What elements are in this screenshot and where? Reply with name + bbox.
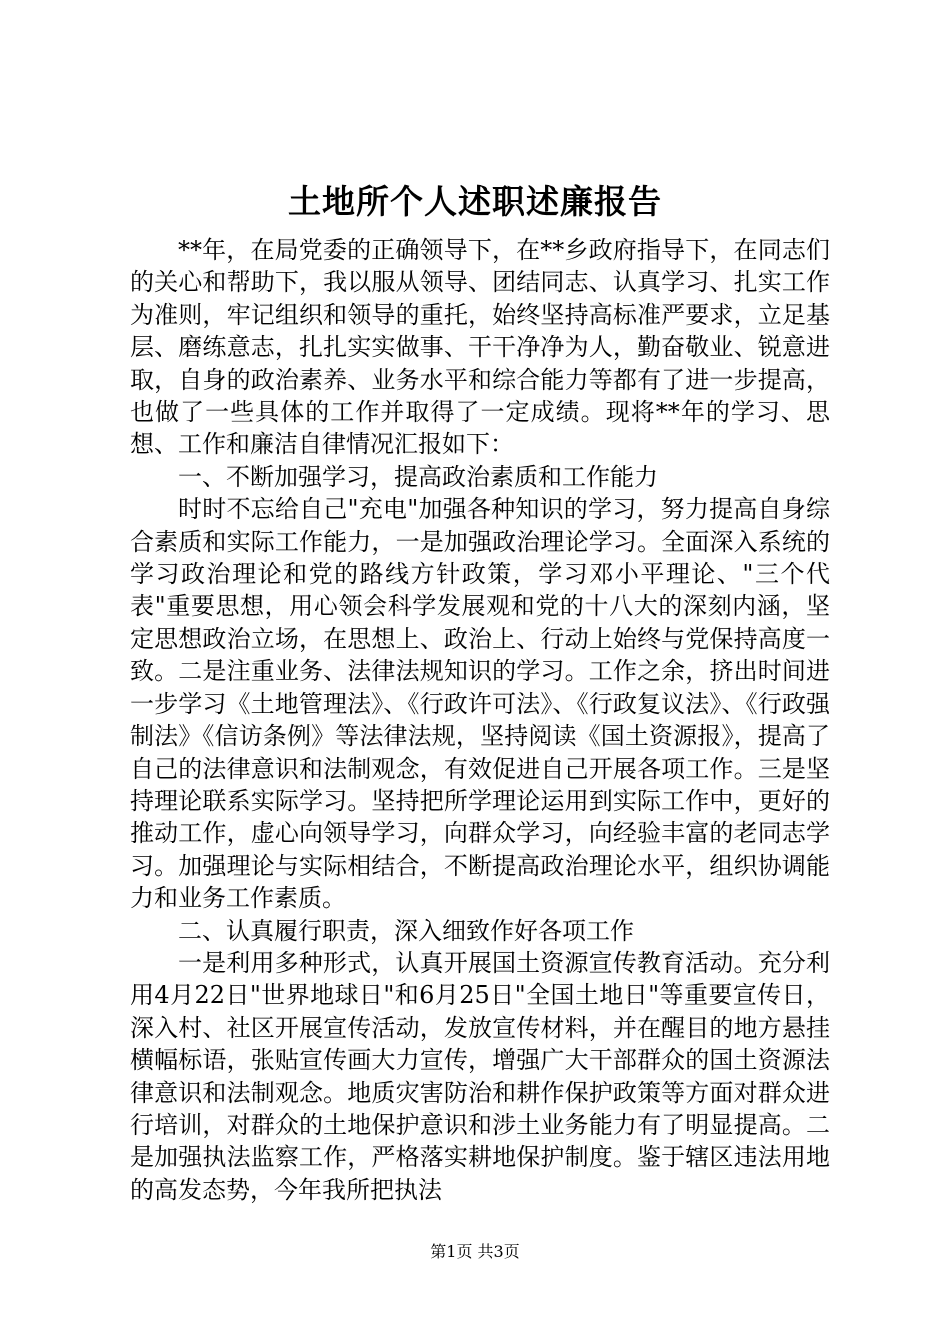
section-heading-2: 二、认真履行职责，深入细致作好各项工作 bbox=[178, 916, 634, 945]
document-body bbox=[130, 234, 830, 1206]
document-title: 土地所个人述职述廉报告 bbox=[288, 182, 662, 221]
paragraph-duties: 一是利用多种形式，认真开展国土资源宣传教育活动。充分利用4月22日"世界地球日"和6月25日"全国土地日"等重要宣传日，深入村、社区开展宣传活动，发放宣传材料，并在醒目的地方悬挂横幅标语，张贴宣传画大力宣传，增强广大干部群众的国土资源法律意识和法制观念。地质灾害防治和耕作保护政策等方面对群众进行培训，对群众的土地保护意识和涉土业务能力有了明显提高。二是加强执法监察工作，严格落实耕地保护制度。鉴于辖区违法用地的高发态势，今年我所把执法 bbox=[130, 948, 830, 1204]
paragraph-study: 时时不忘给自己"充电"加强各种知识的学习，努力提高自身综合素质和实际工作能力，一是加强政治理论学习。全面深入系统的学习政治理论和党的路线方针政策，学习邓小平理论、"三个代表"重要思想，用心领会科学发展观和党的十八大的深刻内涵，坚定思想政治立场，在思想上、政治上、行动上始终与党保持高度一致。二是注重业务、法律法规知识的学习。工作之余，挤出时间进一步学习《土地管理法》、《行政许可法》、《行政复议法》、《行政强制法》《信访条例》等法律法规，坚持阅读《国土资源报》，提高了自己的法律意识和法制观念，有效促进自己开展各项工作。三是坚持理论联系实际学习。坚持把所学理论运用到实际工作中，更好的推动工作，虚心向领导学习，向群众学习，向经验丰富的老同志学习。加强理论与实际相结合，不断提高政治理论水平，组织协调能力和业务工作素质。 bbox=[130, 495, 830, 913]
paragraph-intro: **年，在局党委的正确领导下，在**乡政府指导下，在同志们的关心和帮助下，我以服从领导、团结同志、认真学习、扎实工作为准则，牢记组织和领导的重托，始终坚持高标准严要求，立足基层、磨练意志，扎扎实实做事、干干净净为人，勤奋敬业、锐意进取，自身的政治素养、业务水平和综合能力等都有了进一步提高，也做了一些具体的工作并取得了一定成绩。现将**年的学习、思想、工作和廉洁自律情况汇报如下： bbox=[130, 236, 830, 459]
page-footer: 第1页 共3页 bbox=[430, 1242, 520, 1261]
section-heading-1: 一、不断加强学习，提高政治素质和工作能力 bbox=[178, 462, 658, 491]
